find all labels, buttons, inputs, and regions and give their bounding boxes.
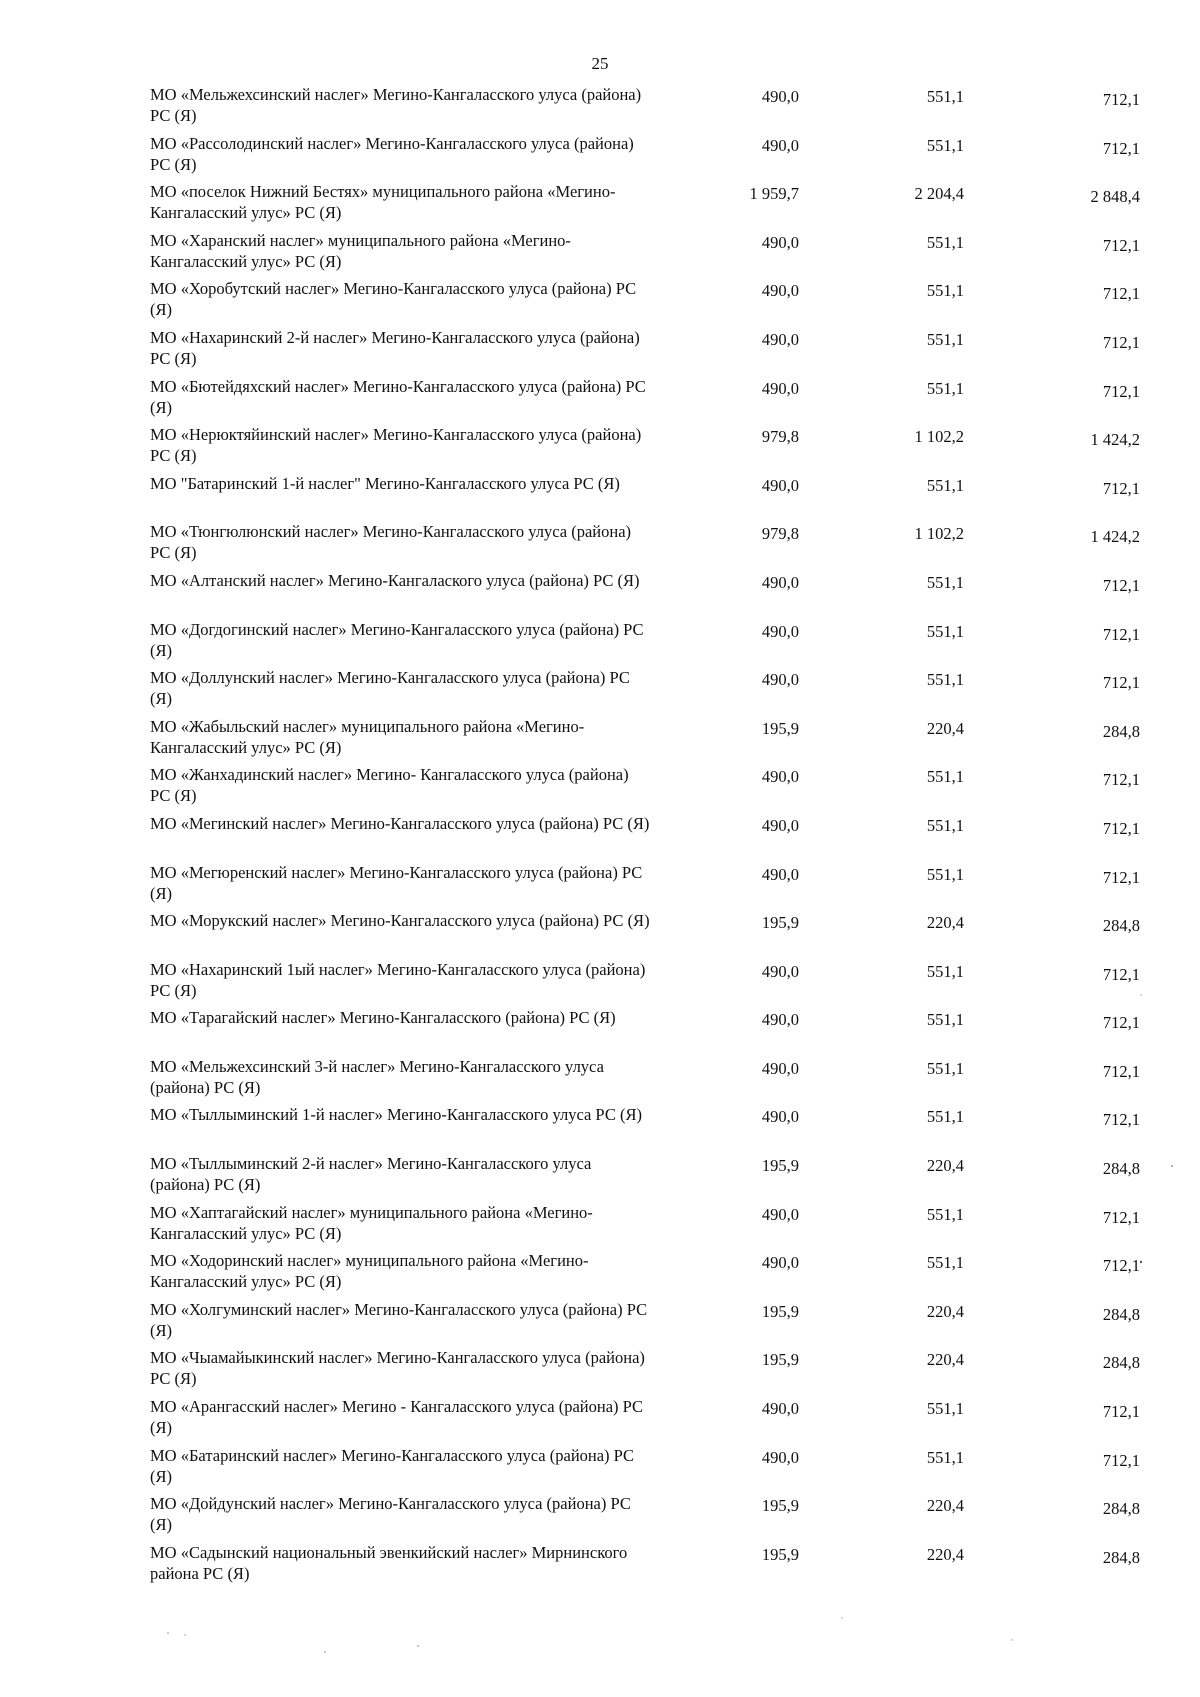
value-col-3: 712,1 (1102, 1450, 1140, 1470)
value-col-2: 1 102,2 (914, 524, 964, 544)
value-col-3: 284,8 (1102, 1547, 1140, 1567)
value-col-2: 220,4 (926, 1496, 964, 1516)
table-row (150, 84, 1140, 133)
municipality-name: МО «Батаринский наслег» Мегино-Кангаласского улуса (района) РС (Я) (150, 1445, 635, 1486)
value-col-2: 551,1 (926, 767, 964, 787)
value-col-3: 712,1 (1102, 575, 1140, 595)
municipality-name: МО «Холгуминский наслег» Мегино-Кангаласского улуса (района) РС (Я) (150, 1299, 648, 1340)
value-col-3: 712,1 (1102, 624, 1140, 644)
value-col-3: 712,1 (1102, 867, 1140, 887)
value-col-3: 712,1 (1102, 90, 1140, 109)
municipality-name: МО «Нахаринский 1ый наслег» Мегино-Кангаласского улуса (района) РС (Я) (150, 959, 646, 1000)
table-row (150, 716, 1140, 765)
table-row (150, 1493, 1140, 1542)
table-row (150, 1153, 1140, 1202)
value-col-2: 551,1 (926, 1447, 964, 1467)
table-row (150, 619, 1140, 668)
municipality-name: МО «Рассолодинский наслег» Мегино-Кангаласского улуса (района) РС (Я) (150, 133, 634, 174)
table-row (150, 1007, 1140, 1056)
table-row (150, 521, 1140, 570)
value-col-1: 490,0 (761, 815, 799, 835)
value-col-1: 195,9 (761, 1156, 799, 1176)
value-col-3: 712,1 (1102, 478, 1140, 498)
value-col-3: 712,1 (1102, 332, 1140, 352)
table-row (150, 910, 1140, 959)
value-col-1: 490,0 (761, 1107, 799, 1127)
value-col-1: 490,0 (761, 281, 799, 301)
value-col-1: 490,0 (761, 864, 799, 884)
value-col-2: 551,1 (926, 1010, 964, 1030)
value-col-1: 979,8 (761, 524, 799, 544)
municipality-name: МО «Алтанский наслег» Мегино-Кангалаского улуса (района) РС (Я) (150, 570, 640, 590)
value-col-3: 712,1 (1102, 1013, 1140, 1033)
value-col-3: 2 848,4 (1090, 187, 1140, 207)
municipality-name: МО «Доллунский наслег» Мегино-Кангаласского улуса (района) РС (Я) (150, 668, 630, 709)
value-col-1: 195,9 (761, 1301, 799, 1321)
municipality-name: МО «Хоробутский наслег» Мегино-Кангаласского улуса (района) РС (Я) (150, 279, 637, 320)
value-col-1: 195,9 (761, 1544, 799, 1564)
value-col-3: 712,1 (1102, 235, 1140, 255)
municipality-name: МО «Арангасский наслег» Мегино - Кангаласского улуса (района) РС (Я) (150, 1397, 644, 1438)
value-col-2: 220,4 (926, 913, 964, 933)
value-col-1: 490,0 (761, 475, 799, 495)
value-col-3: 284,8 (1102, 916, 1140, 936)
municipality-name: МО «Чыамайыкинский наслег» Мегино-Кангаласского улуса (района) РС (Я) (150, 1348, 645, 1389)
value-col-2: 551,1 (926, 135, 964, 155)
value-col-1: 490,0 (761, 329, 799, 349)
value-col-3: 284,8 (1102, 1499, 1140, 1519)
table-row (150, 376, 1140, 425)
value-col-1: 490,0 (761, 767, 799, 787)
table-row (150, 1202, 1140, 1251)
municipality-name: МО "Батаринский 1-й наслег" Мегино-Кангаласского улуса РС (Я) (150, 473, 620, 493)
municipality-name: МО «Хаптагайский наслег» муниципального района «Мегино-Кангаласский улус» РС (Я) (150, 1202, 593, 1243)
municipality-name: МО «Мегинский наслег» Мегино-Кангаласского улуса (района) РС (Я) (150, 813, 650, 833)
table-row (150, 473, 1140, 522)
value-col-2: 551,1 (926, 232, 964, 252)
table-row (150, 570, 1140, 619)
value-col-2: 551,1 (926, 329, 964, 349)
municipality-name: МО «Нерюктяйинский наслег» Мегино-Кангаласского улуса (района) РС (Я) (150, 425, 642, 466)
value-col-2: 551,1 (926, 621, 964, 641)
municipality-name: МО «Садынский национальный эвенкийский наслег» Мирнинского района РС (Я) (150, 1542, 628, 1583)
value-col-3: 712,1 (1102, 381, 1140, 401)
value-col-1: 195,9 (761, 913, 799, 933)
municipality-name: МО «Жанхадинский наслег» Мегино- Кангаласского улуса (района) РС (Я) (150, 765, 629, 806)
value-col-2: 551,1 (926, 864, 964, 884)
value-col-2: 551,1 (926, 1058, 964, 1078)
value-col-1: 490,0 (761, 378, 799, 398)
allocation-table (150, 84, 1140, 1590)
municipality-name: МО «Жабыльский наслег» муниципального района «Мегино-Кангаласский улус» РС (Я) (150, 716, 585, 757)
value-col-1: 1 959,7 (749, 184, 799, 204)
municipality-name: МО «Бютейдяхский наслег» Мегино-Кангаласского улуса (района) РС (Я) (150, 376, 646, 417)
table-row (150, 1445, 1140, 1494)
municipality-name: МО «Морукский наслег» Мегино-Кангаласского улуса (района) РС (Я) (150, 911, 650, 931)
value-col-3: 1 424,2 (1090, 527, 1140, 547)
value-col-2: 220,4 (926, 1156, 964, 1176)
value-col-3: 284,8 (1102, 721, 1140, 741)
table-row (150, 813, 1140, 862)
value-col-1: 490,0 (761, 1447, 799, 1467)
value-col-1: 195,9 (761, 1350, 799, 1370)
value-col-1: 490,0 (761, 135, 799, 155)
table-row (150, 959, 1140, 1008)
value-col-3: 712,1 (1102, 1207, 1140, 1227)
table-row (150, 230, 1140, 279)
table-row (150, 133, 1140, 182)
value-col-2: 551,1 (926, 281, 964, 301)
value-col-2: 551,1 (926, 475, 964, 495)
municipality-name: МО «Тыллыминский 2-й наслег» Мегино-Кангаласского улуса (района) РС (Я) (150, 1154, 592, 1195)
value-col-3: 712,1 (1102, 770, 1140, 790)
value-col-2: 551,1 (926, 670, 964, 690)
value-col-2: 220,4 (926, 718, 964, 738)
municipality-name: МО «Харанский наслег» муниципального района «Мегино-Кангаласский улус» РС (Я) (150, 230, 571, 271)
value-col-1: 490,0 (761, 670, 799, 690)
value-col-2: 1 102,2 (914, 427, 964, 447)
municipality-name: МО «Дойдунский наслег» Мегино-Кангаласского улуса (района) РС (Я) (150, 1494, 631, 1535)
value-col-1: 490,0 (761, 961, 799, 981)
table-row (150, 1104, 1140, 1153)
municipality-name: МО «Тюнгюлюнский наслег» Мегино-Кангаласского улуса (района) РС (Я) (150, 522, 632, 563)
value-col-3: 284,8 (1102, 1159, 1140, 1179)
table-row (150, 862, 1140, 911)
table-row (150, 278, 1140, 327)
value-col-2: 220,4 (926, 1350, 964, 1370)
value-col-1: 490,0 (761, 87, 799, 106)
value-col-2: 551,1 (926, 961, 964, 981)
value-col-3: 712,1 (1102, 284, 1140, 304)
value-col-1: 490,0 (761, 1058, 799, 1078)
value-col-1: 490,0 (761, 1253, 799, 1273)
value-col-3: 712,1 (1102, 818, 1140, 838)
value-col-2: 220,4 (926, 1301, 964, 1321)
value-col-2: 551,1 (926, 1107, 964, 1127)
value-col-1: 490,0 (761, 621, 799, 641)
value-col-1: 490,0 (761, 232, 799, 252)
value-col-3: 712,1 (1102, 1061, 1140, 1081)
table-row (150, 764, 1140, 813)
value-col-2: 220,4 (926, 1544, 964, 1564)
table-row (150, 1542, 1140, 1591)
table-row (150, 1056, 1140, 1105)
value-col-1: 979,8 (761, 427, 799, 447)
municipality-name: МО «Мельжехсинский 3-й наслег» Мегино-Кангаласского улуса (района) РС (Я) (150, 1056, 604, 1097)
municipality-name: МО «Тарагайский наслег» Мегино-Кангаласского (района) РС (Я) (150, 1008, 616, 1028)
value-col-2: 551,1 (926, 1204, 964, 1224)
value-col-3: 1 424,2 (1090, 430, 1140, 450)
value-col-1: 490,0 (761, 1399, 799, 1419)
value-col-2: 2 204,4 (914, 184, 964, 204)
value-col-3: 712,1 (1102, 964, 1140, 984)
municipality-name: МО «Ходоринский наслег» муниципального района «Мегино-Кангаласский улус» РС (Я) (150, 1251, 589, 1292)
municipality-name: МО «Догдогинский наслег» Мегино-Кангаласского улуса (района) РС (Я) (150, 619, 644, 660)
value-col-3: 712,1 (1102, 1402, 1140, 1422)
value-col-2: 551,1 (926, 1399, 964, 1419)
value-col-2: 551,1 (926, 572, 964, 592)
value-col-1: 195,9 (761, 718, 799, 738)
value-col-1: 490,0 (761, 572, 799, 592)
table-row (150, 327, 1140, 376)
municipality-name: МО «Тыллыминский 1-й наслег» Мегино-Кангаласского улуса РС (Я) (150, 1105, 642, 1125)
value-col-2: 551,1 (926, 1253, 964, 1273)
value-col-1: 195,9 (761, 1496, 799, 1516)
value-col-1: 490,0 (761, 1204, 799, 1224)
table-row (150, 1347, 1140, 1396)
value-col-3: 712,1 (1102, 673, 1140, 693)
value-col-3: 284,8 (1102, 1353, 1140, 1373)
value-col-3: 712,1 (1102, 1256, 1140, 1276)
value-col-3: 712,1 (1102, 138, 1140, 158)
table-row (150, 424, 1140, 473)
table-row (150, 667, 1140, 716)
table-row (150, 181, 1140, 230)
page-number: 25 (591, 54, 609, 73)
value-col-2: 551,1 (926, 378, 964, 398)
value-col-2: 551,1 (926, 87, 964, 106)
value-col-3: 284,8 (1102, 1304, 1140, 1324)
municipality-name: МО «Нахаринский 2-й наслег» Мегино-Кангаласского улуса (района) РС (Я) (150, 327, 640, 368)
value-col-1: 490,0 (761, 1010, 799, 1030)
value-col-3: 712,1 (1102, 1110, 1140, 1130)
table-row (150, 1299, 1140, 1348)
municipality-name: МО «поселок Нижний Бестях» муниципального района «Мегино-Кангаласский улус» РС (Я) (150, 182, 616, 223)
table-row (150, 1250, 1140, 1299)
table-row (150, 1396, 1140, 1445)
municipality-name: МО «Мегюренский наслег» Мегино-Кангаласского улуса (района) РС (Я) (150, 862, 643, 903)
value-col-2: 551,1 (926, 815, 964, 835)
municipality-name: МО «Мельжехсинский наслег» Мегино-Кангаласского улуса (района) РС (Я) (150, 85, 642, 125)
